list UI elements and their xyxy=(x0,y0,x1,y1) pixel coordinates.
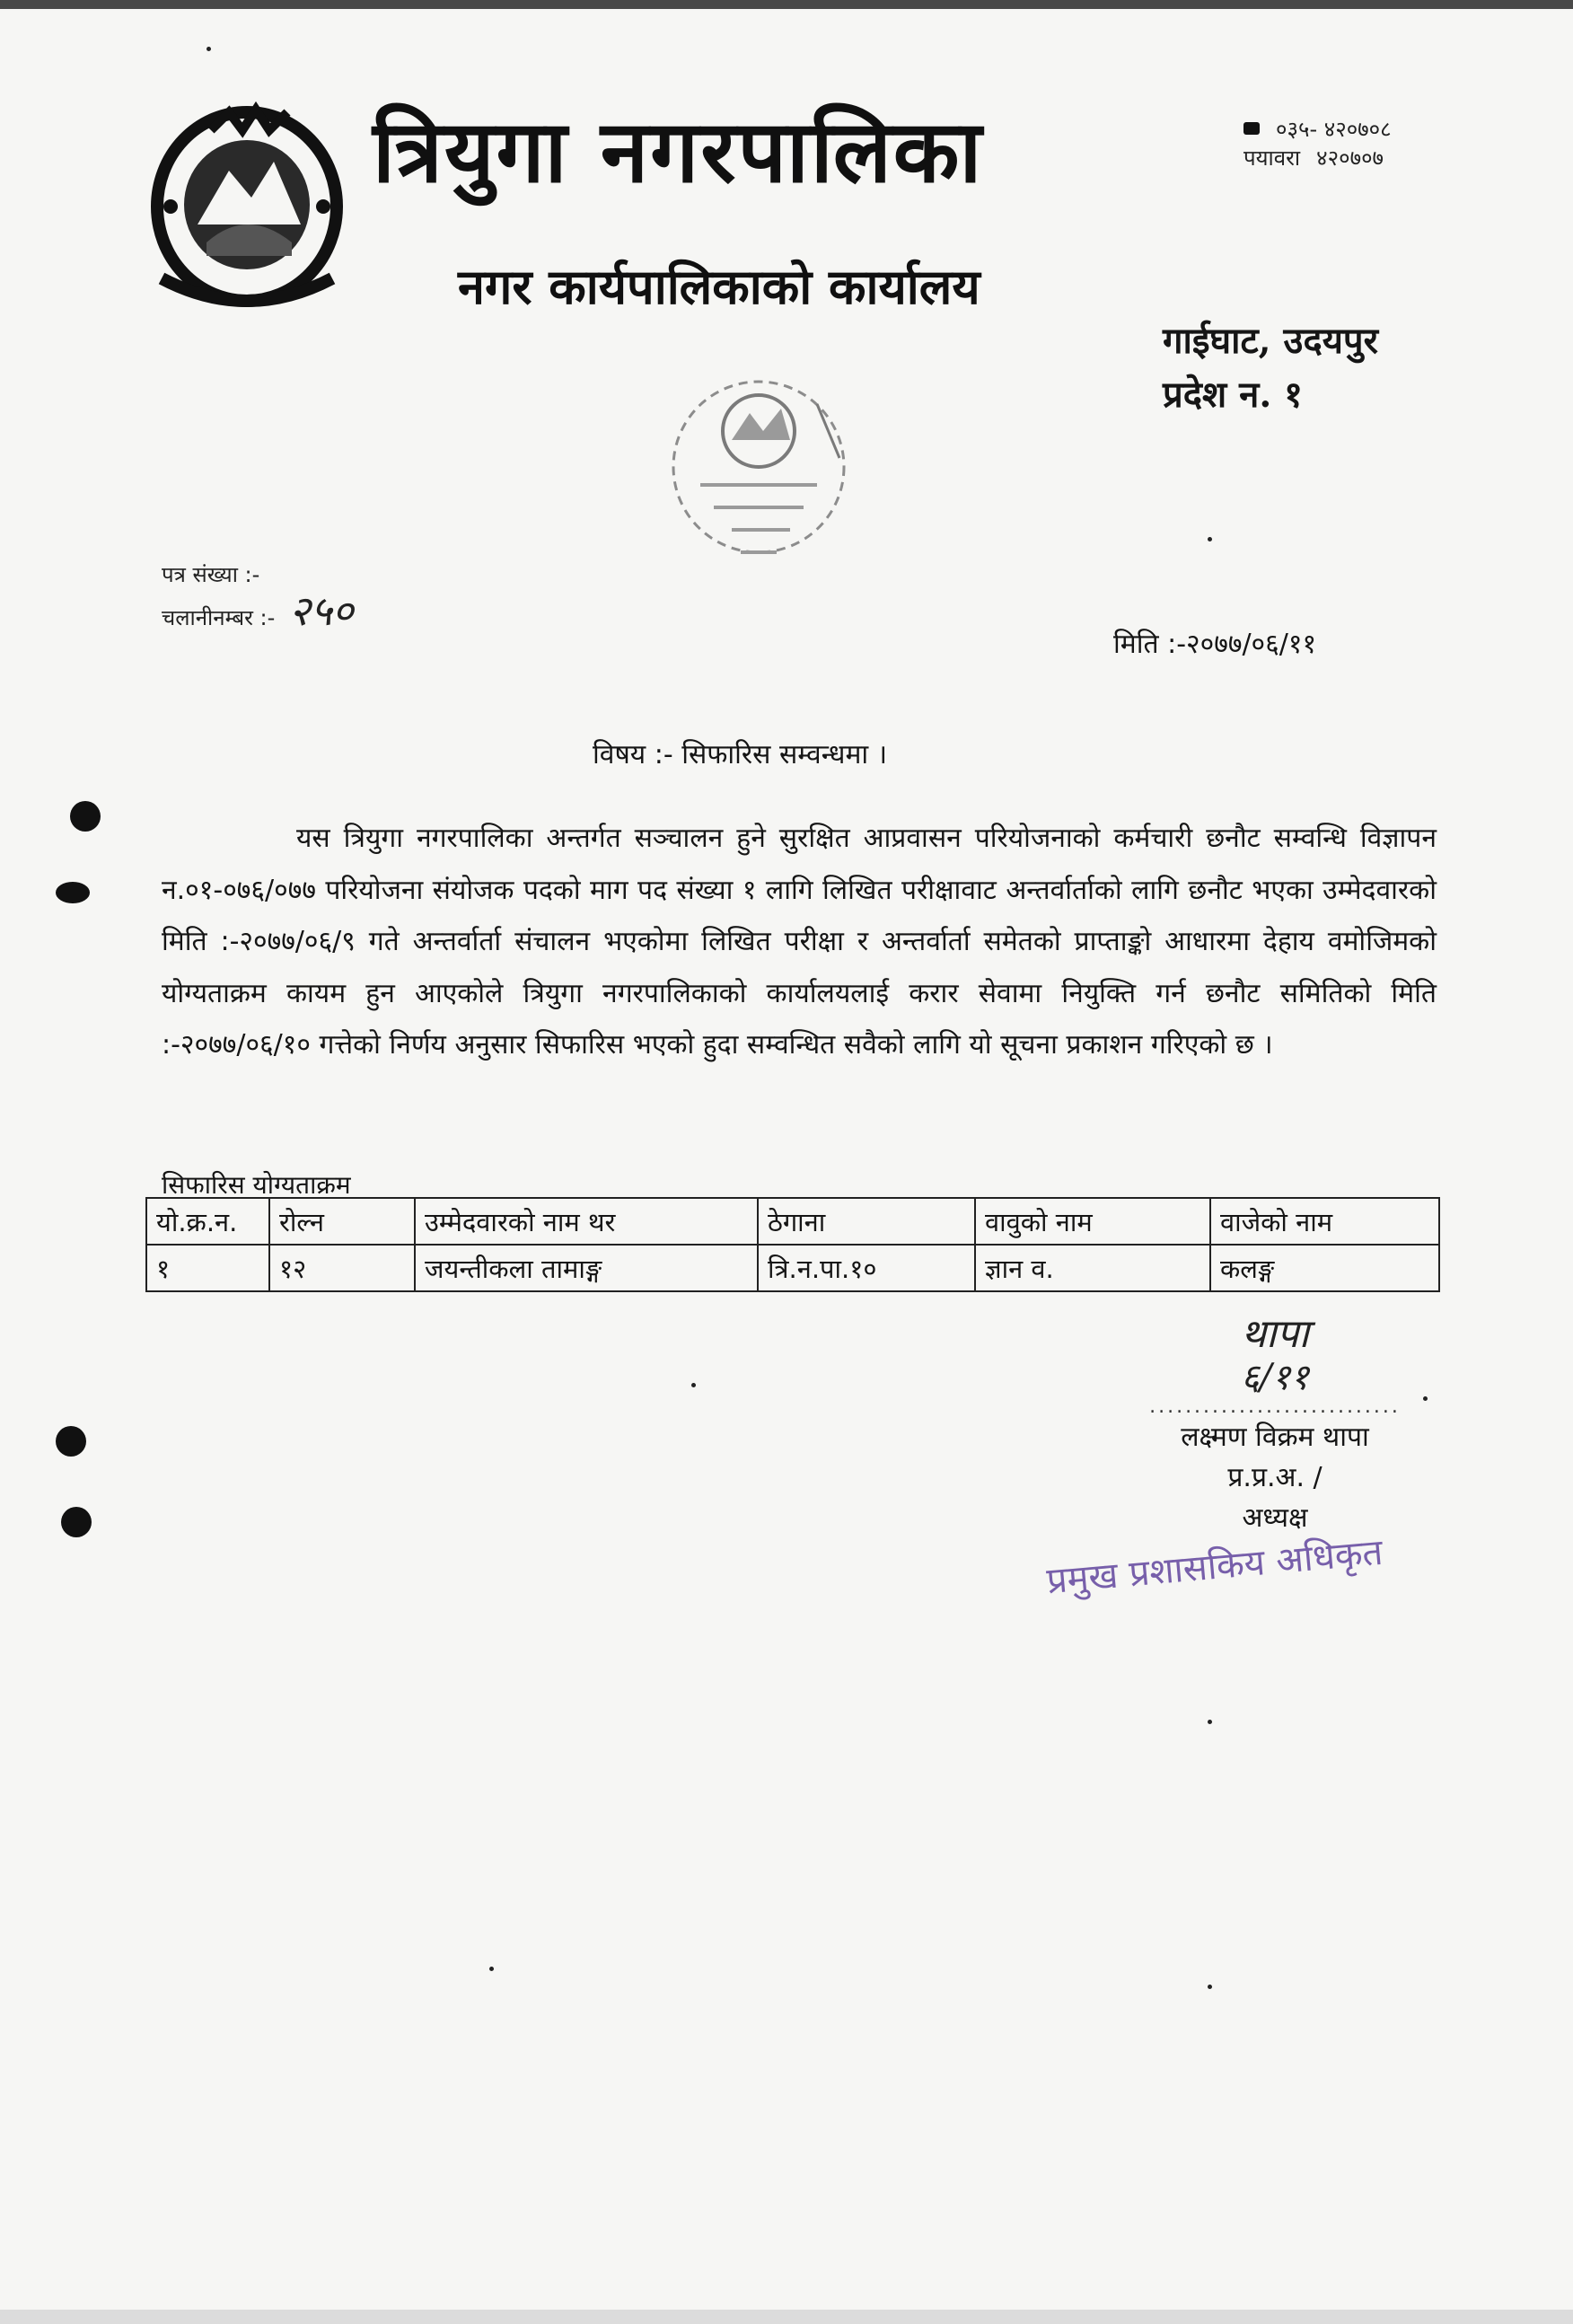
letter-number-label: पत्र संख्या :- xyxy=(162,562,260,587)
cell-address: त्रि.न.पा.१० xyxy=(758,1245,975,1291)
dust-speck xyxy=(1208,1985,1212,1989)
punch-hole-mark xyxy=(70,801,101,832)
letterhead-subtitle: नगर कार्यपालिकाको कार्यालय xyxy=(458,258,980,315)
punch-hole-mark xyxy=(61,1507,92,1537)
table-header-row xyxy=(146,1198,1439,1245)
nepal-emblem-icon xyxy=(144,99,350,323)
handwritten-sign-date: ६/११ xyxy=(1241,1357,1309,1398)
col-header-address: ठेगाना xyxy=(758,1198,975,1245)
signature-block xyxy=(1113,1311,1437,1538)
cell-grandfather-name: कलङ्ग xyxy=(1210,1245,1439,1291)
dust-speck xyxy=(489,1967,494,1971)
col-header-father-name: वावुको नाम xyxy=(975,1198,1210,1245)
signer-post: प्र.प्र.अ. / xyxy=(1227,1462,1323,1493)
col-header-grandfather-name: वाजेको नाम xyxy=(1210,1198,1439,1245)
phone-number-2: ४२०७०७ xyxy=(1316,145,1384,171)
phone-2-label: पयावरा xyxy=(1243,145,1301,171)
table-row xyxy=(146,1245,1439,1291)
punch-hole-mark xyxy=(56,882,90,903)
cell-candidate-name: जयन्तीकला तामाङ्ग xyxy=(415,1245,758,1291)
officer-stamp: प्रमुख प्रशासकिय अधिकृत xyxy=(1044,1531,1385,1603)
signature-line: ............................ xyxy=(1149,1395,1401,1418)
signer-role: अध्यक्ष xyxy=(1242,1502,1308,1534)
letter-body: यस त्रियुगा नगरपालिका अन्तर्गत सञ्चालन हुने सुरक्षित आप्रवासन परियोजनाको कर्मचारी छनौट सम्वन्धि विज्ञापन न.०१-०७६/०७७ परियोजना संयोजक पदको माग पद संख्या १ लागि लिखित परीक्षावाट अन्तर्वार्ताको लागि छनौट भएका उम्मेदवारको मिति :-२०७७/०६/९ गते अन्तर्वार्ता संचालन भएकोमा लिखित परीक्षा र अन्तर्वार्ता समेतको प्राप्ताङ्को आधारमा देहाय वमोजिमको योग्यताक्रम कायम हुन आएकोले त्रियुगा नगरपालिकाको कार्यालयलाई करार सेवामा नियुक्ति गर्न छनौट समितिको मिति :-२०७७/०६/१० गत्तेको निर्णय अनुसार सिफारिस भएको हुदा सम्वन्धित सवैको लागि यो सूचना प्रकाशन गरिएको छ । xyxy=(162,823,1437,1061)
scan-edge-top xyxy=(0,0,1573,9)
cell-serial: १ xyxy=(146,1245,269,1291)
letter-date: मिति :-२०७७/०६/११ xyxy=(1113,629,1317,660)
letter-subject: विषय :- सिफारिस सम्वन्धमा । xyxy=(593,739,888,770)
letterhead-title: त्रियुगा नगरपालिका xyxy=(373,101,984,202)
handwritten-signature: थापा xyxy=(1241,1311,1309,1357)
dust-speck xyxy=(1208,1720,1212,1724)
dispatch-number-value: २५० xyxy=(288,586,354,635)
dust-speck xyxy=(1423,1396,1428,1401)
office-round-seal-icon xyxy=(646,350,871,593)
scan-edge-bottom xyxy=(0,2310,1573,2324)
signer-name: लक्ष्मण विक्रम थापा xyxy=(1181,1422,1369,1453)
phone-icon xyxy=(1243,122,1260,135)
col-header-serial: यो.क्र.न. xyxy=(146,1198,269,1245)
address-line-2: प्रदेश न. १ xyxy=(1163,374,1303,416)
cell-father-name: ज्ञान व. xyxy=(975,1245,1210,1291)
cell-roll: १२ xyxy=(269,1245,415,1291)
dispatch-number-label: चलानीनम्बर :- xyxy=(162,605,276,630)
reference-block xyxy=(162,557,354,636)
table-caption: सिफारिस योग्यताक्रम xyxy=(162,1170,351,1200)
address-line-1: गाईघाट, उदयपुर xyxy=(1163,320,1378,362)
dust-speck xyxy=(1208,537,1212,541)
merit-table xyxy=(145,1197,1440,1292)
col-header-roll: रोल्न xyxy=(269,1198,415,1245)
contact-numbers xyxy=(1243,115,1392,172)
dust-speck xyxy=(207,47,211,51)
punch-hole-mark xyxy=(56,1426,86,1457)
dust-speck xyxy=(691,1383,696,1387)
office-address xyxy=(1163,314,1378,422)
phone-number-1: ०३५- ४२०७०८ xyxy=(1276,117,1392,142)
col-header-candidate-name: उम्मेदवारको नाम थर xyxy=(415,1198,758,1245)
